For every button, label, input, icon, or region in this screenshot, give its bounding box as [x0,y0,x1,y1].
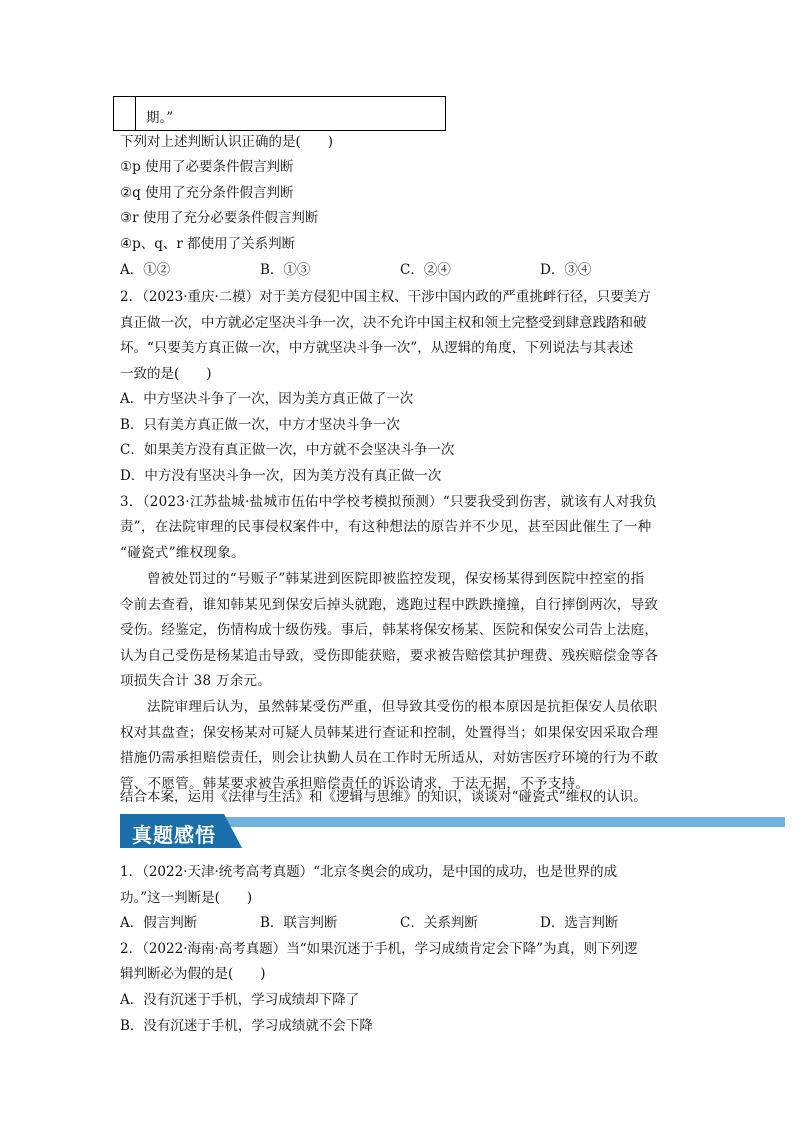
r1-option-d: D．选言判断 [540,915,619,931]
q1-option-d: D．③④ [540,262,592,278]
q1-item: ①p 使用了必要条件假言判断 [120,159,294,175]
r1-stem-line: 1．（2022·天津·统考高考真题）“北京冬奥会的成功，是中国的成功，也是世界的成 [120,864,618,880]
table-divider [135,97,136,130]
q2-option-d: D．中方没有坚决斗争一次，因为美方没有真正做一次 [120,468,442,484]
banner-shape [120,812,785,852]
q3-para1-line: 项损失合计 38 万余元。 [120,673,272,689]
r1-option-a: A．假言判断 [120,915,198,931]
q3-para2-line: 法院审理后认为，虽然韩某受伤严重，但导致其受伤的根本原因是抗拒保安人员依职 [147,699,658,715]
section-title: 真题感悟 [132,823,216,847]
q1-item: ③r 使用了充分必要条件假言判断 [120,210,319,226]
q3-para2-line: 权对其盘查；保安杨某对可疑人员韩某进行查证和控制，处置得当；如果保安因采取合理 [120,725,659,741]
q3-para1-line: 曾被处罚过的“号贩子”韩某进到医院即被监控发现，保安杨某得到医院中控室的指 [147,571,645,587]
q3-para1-line: 认为自己受伤是杨某追击导致，受伤即能获赔，要求被告赔偿其护理费、残疾赔偿金等各 [120,648,659,664]
r1-stem-line: 功。”这一判断是( ) [120,890,253,906]
q3-stem-line: 责”，在法院审理的民事侵权案件中，有这种想法的原告并不少见，甚至因此催生了一种 [120,519,652,535]
banner-stripe [220,817,785,827]
q2-option-b: B．只有美方真正做一次，中方才坚决斗争一次 [120,417,400,433]
q2-option-a: A．中方坚决斗争了一次，因为美方真正做了一次 [120,391,414,407]
q3-stem-line: “碰瓷式”维权现象。 [120,545,245,561]
q1-option-b: B．①③ [260,262,311,278]
table-fragment [113,96,446,131]
r2-option-b: B．没有沉迷于手机，学习成绩就不会下降 [120,1018,373,1034]
table-cell-text: 期。” [146,110,174,126]
section-banner [120,812,785,852]
r1-option-b: B．联言判断 [260,915,338,931]
r2-option-a: A．没有沉迷于手机，学习成绩却下降了 [120,992,360,1008]
r2-stem-line: 2．（2022·海南·高考真题）当“如果沉迷于手机，学习成绩肯定会下降”为真，则下列逻 [120,941,638,957]
q3-para1-line: 令前去查看，谁知韩某见到保安后掉头就跑，逃跑过程中跌跌撞撞，自行摔倒两次，导致 [120,597,659,613]
q1-option-c: C．②④ [400,262,451,278]
q1-item: ④p、q、r 都使用了关系判断 [120,236,296,252]
q1-stem: 下列对上述判断认识正确的是( ) [120,134,334,150]
q3-para2-line: 措施仍需承担赔偿责任，则会让执勤人员在工作时无所适从，对妨害医疗环境的行为不敢 [120,750,659,766]
q2-stem-line: 一致的是( ) [120,366,212,382]
q3-task: 结合本案，运用《法律与生活》和《逻辑与思维》的知识，谈谈对“碰瓷式”维权的认识。 [120,789,647,805]
q3-stem-line: 3．（2023·江苏盐城·盐城市伍佑中学校考模拟预测）“只要我受到伤害，就该有人对我负 [120,494,658,510]
q3-para1-line: 受伤。经鉴定，伤情构成十级伤残。事后，韩某将保安杨某、医院和保安公司告上法庭， [120,622,659,638]
q3-para2-line: 管、不愿管。韩某要求被告承担赔偿责任的诉讼请求，于法无据，不予支持。 [120,776,590,792]
q2-stem-line: 2．（2023·重庆·二模）对于美方侵犯中国主权、干涉中国内政的严重挑衅行径，只要美方 [120,289,651,305]
q2-stem-line: 坏。“只要美方真正做一次，中方就坚决斗争一次”，从逻辑的角度，下列说法与其表述 [120,340,634,356]
q2-stem-line: 真正做一次，中方就必定坚决斗争一次，决不允许中国主权和领土完整受到肆意践踏和破 [120,315,647,331]
r2-stem-line: 辑判断必为假的是( ) [120,966,266,982]
q1-option-a: A．①② [120,262,171,278]
q1-item: ②q 使用了充分条件假言判断 [120,185,294,201]
q2-option-c: C．如果美方没有真正做一次，中方就不会坚决斗争一次 [120,442,455,458]
r1-option-c: C．关系判断 [400,915,478,931]
